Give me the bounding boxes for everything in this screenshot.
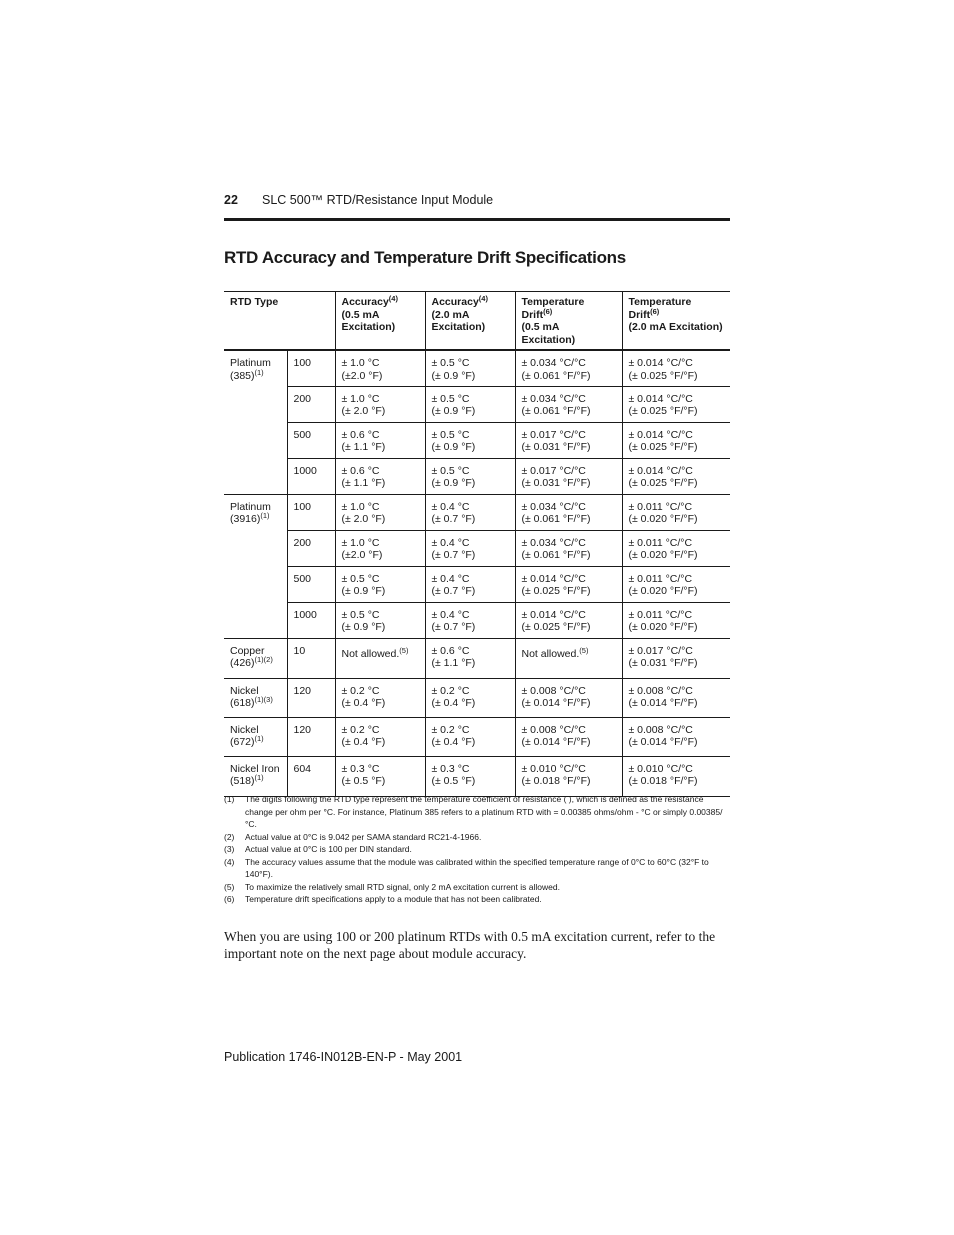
rtd-type-cell: Platinum $(3916)^{(1)}$ xyxy=(224,494,287,638)
ohms-cell: 10 xyxy=(287,638,335,678)
header-drift-05ma: Temperature Drift$^{(6)}$ (0.5 mA Excitation) xyxy=(515,292,622,351)
footnote: (1) The digits following the RTD type represent the temperature coefficient of resistance ( ), which is defined as the resistance change per ohm per °C. For instance, Platinum 385 refers to a platinum RTD with = 0.00385 ohms/ohm - °C or simply 0.00385/°C. xyxy=(224,794,723,829)
accuracy-20-cell: ± 0.4 °C (± 0.7 °F) xyxy=(425,566,515,602)
page-header xyxy=(224,192,730,221)
drift-05-cell: Not allowed.$^{(5)}$ xyxy=(515,638,622,678)
accuracy-20-cell: ± 0.6 °C (± 1.1 °F) xyxy=(425,638,515,678)
footnote: (2) Actual value at 0°C is 9.042 per SAMA standard RC21-4-1966. xyxy=(224,831,482,842)
table-row xyxy=(224,566,730,602)
table-header-row xyxy=(224,292,730,351)
table-row xyxy=(224,717,730,756)
accuracy-20-cell: ± 0.4 °C (± 0.7 °F) xyxy=(425,530,515,566)
drift-20-cell: ± 0.008 °C/°C (± 0.014 °F/°F) xyxy=(622,717,730,756)
drift-05-cell: ± 0.014 °C/°C (± 0.025 °F/°F) xyxy=(515,566,622,602)
ohms-cell: 120 xyxy=(287,678,335,717)
accuracy-20-cell: ± 0.5 °C (± 0.9 °F) xyxy=(425,350,515,386)
table-row xyxy=(224,386,730,422)
ohms-cell: 1000 xyxy=(287,458,335,494)
publication-footer: Publication 1746-IN012B-EN-P - May 2001 xyxy=(224,1050,463,1064)
accuracy-20-cell: ± 0.2 °C (± 0.4 °F) xyxy=(425,717,515,756)
footnote: (6) Temperature drift specifications apply to a module that has not been calibrated. xyxy=(224,894,542,904)
page-number: 22 xyxy=(224,193,238,207)
drift-20-cell: ± 0.017 °C/°C (± 0.031 °F/°F) xyxy=(622,638,730,678)
drift-05-cell: ± 0.034 °C/°C (± 0.061 °F/°F) xyxy=(515,530,622,566)
drift-20-cell: ± 0.014 °C/°C (± 0.025 °F/°F) xyxy=(622,386,730,422)
rtd-type-cell: Copper $(426)^{(1)(2)}$ xyxy=(224,638,287,678)
accuracy-20-cell: ± 0.4 °C (± 0.7 °F) xyxy=(425,602,515,638)
ohms-cell: 604 xyxy=(287,756,335,796)
ohms-cell: 100 xyxy=(287,494,335,530)
drift-20-cell: ± 0.014 °C/°C (± 0.025 °F/°F) xyxy=(622,422,730,458)
ohms-cell: 500 xyxy=(287,422,335,458)
accuracy-20-cell: ± 0.2 °C (± 0.4 °F) xyxy=(425,678,515,717)
rtd-spec-table xyxy=(224,291,730,797)
drift-20-cell: ± 0.014 °C/°C (± 0.025 °F/°F) xyxy=(622,350,730,386)
accuracy-05-cell: ± 1.0 °C (±2.0 °F) xyxy=(335,530,425,566)
accuracy-20-cell: ± 0.5 °C (± 0.9 °F) xyxy=(425,458,515,494)
drift-05-cell: ± 0.017 °C/°C (± 0.031 °F/°F) xyxy=(515,458,622,494)
accuracy-05-cell: ± 0.2 °C (± 0.4 °F) xyxy=(335,678,425,717)
ohms-cell: 200 xyxy=(287,530,335,566)
footnote: (3) Actual value at 0°C is 100 per DIN standard. xyxy=(224,844,412,854)
table-row xyxy=(224,602,730,638)
rtd-type-cell: Nickel $(618)^{(1)(3)}$ xyxy=(224,678,287,717)
rtd-type-cell: Nickel $(672)^{(1)}$ xyxy=(224,717,287,756)
drift-20-cell: ± 0.008 °C/°C (± 0.014 °F/°F) xyxy=(622,678,730,717)
header-accuracy-20ma: Accuracy$^{(4)}$ (2.0 mA Excitation) xyxy=(425,292,515,351)
ohms-cell: 120 xyxy=(287,717,335,756)
header-rtd-type: RTD Type xyxy=(224,292,335,351)
drift-05-cell: ± 0.034 °C/°C (± 0.061 °F/°F) xyxy=(515,494,622,530)
drift-05-cell: ± 0.034 °C/°C (± 0.061 °F/°F) xyxy=(515,386,622,422)
table-row xyxy=(224,678,730,717)
drift-20-cell: ± 0.010 °C/°C (± 0.018 °F/°F) xyxy=(622,756,730,796)
table-row xyxy=(224,494,730,530)
table-row xyxy=(224,638,730,678)
accuracy-20-cell: ± 0.3 °C (± 0.5 °F) xyxy=(425,756,515,796)
drift-05-cell: ± 0.014 °C/°C (± 0.025 °F/°F) xyxy=(515,602,622,638)
ohms-cell: 500 xyxy=(287,566,335,602)
accuracy-05-cell: ± 0.3 °C (± 0.5 °F) xyxy=(335,756,425,796)
accuracy-05-cell: ± 1.0 °C (±2.0 °F) xyxy=(335,350,425,386)
footnote: (4) The accuracy values assume that the module was calibrated within the specified temperature range of 0°C to 60°C (32°F to 140°F). xyxy=(224,856,709,879)
table-row xyxy=(224,422,730,458)
table-row xyxy=(224,530,730,566)
table-row xyxy=(224,458,730,494)
drift-20-cell: ± 0.011 °C/°C (± 0.020 °F/°F) xyxy=(622,566,730,602)
drift-05-cell: ± 0.017 °C/°C (± 0.031 °F/°F) xyxy=(515,422,622,458)
drift-20-cell: ± 0.014 °C/°C (± 0.025 °F/°F) xyxy=(622,458,730,494)
accuracy-05-cell: ± 1.0 °C (± 2.0 °F) xyxy=(335,386,425,422)
rtd-type-cell: Nickel Iron $(518)^{(1)}$ xyxy=(224,756,287,796)
running-title: SLC 500™ RTD/Resistance Input Module xyxy=(262,193,494,207)
accuracy-05-cell: ± 0.2 °C (± 0.4 °F) xyxy=(335,717,425,756)
drift-05-cell: ± 0.034 °C/°C (± 0.061 °F/°F) xyxy=(515,350,622,386)
drift-05-cell: ± 0.010 °C/°C (± 0.018 °F/°F) xyxy=(515,756,622,796)
accuracy-20-cell: ± 0.5 °C (± 0.9 °F) xyxy=(425,386,515,422)
accuracy-05-cell: Not allowed.$^{(5)}$ xyxy=(335,638,425,678)
drift-20-cell: ± 0.011 °C/°C (± 0.020 °F/°F) xyxy=(622,602,730,638)
drift-20-cell: ± 0.011 °C/°C (± 0.020 °F/°F) xyxy=(622,494,730,530)
header-accuracy-05ma: Accuracy$^{(4)}$ (0.5 mA Excitation) xyxy=(335,292,425,351)
accuracy-05-cell: ± 0.5 °C (± 0.9 °F) xyxy=(335,566,425,602)
body-paragraph: When you are using 100 or 200 platinum RTDs with 0.5 mA excitation current, refer to the important note on the next page about module accuracy. xyxy=(224,929,716,961)
drift-05-cell: ± 0.008 °C/°C (± 0.014 °F/°F) xyxy=(515,678,622,717)
section-title: RTD Accuracy and Temperature Drift Specifications xyxy=(224,248,626,267)
footnote: (5) To maximize the relatively small RTD signal, only 2 mA excitation current is allowed. xyxy=(224,881,560,892)
accuracy-20-cell: ± 0.4 °C (± 0.7 °F) xyxy=(425,494,515,530)
accuracy-20-cell: ± 0.5 °C (± 0.9 °F) xyxy=(425,422,515,458)
accuracy-05-cell: ± 1.0 °C (± 2.0 °F) xyxy=(335,494,425,530)
accuracy-05-cell: ± 0.5 °C (± 0.9 °F) xyxy=(335,602,425,638)
ohms-cell: 1000 xyxy=(287,602,335,638)
header-drift-20ma: Temperature Drift$^{(6)}$ (2.0 mA Excitation) xyxy=(622,292,730,351)
accuracy-05-cell: ± 0.6 °C (± 1.1 °F) xyxy=(335,458,425,494)
footnotes xyxy=(224,793,730,906)
ohms-cell: 100 xyxy=(287,350,335,386)
ohms-cell: 200 xyxy=(287,386,335,422)
drift-20-cell: ± 0.011 °C/°C (± 0.020 °F/°F) xyxy=(622,530,730,566)
accuracy-05-cell: ± 0.6 °C (± 1.1 °F) xyxy=(335,422,425,458)
table-row xyxy=(224,756,730,796)
rtd-type-cell: Platinum $(385)^{(1)}$ xyxy=(224,350,287,494)
table-row xyxy=(224,350,730,386)
drift-05-cell: ± 0.008 °C/°C (± 0.014 °F/°F) xyxy=(515,717,622,756)
